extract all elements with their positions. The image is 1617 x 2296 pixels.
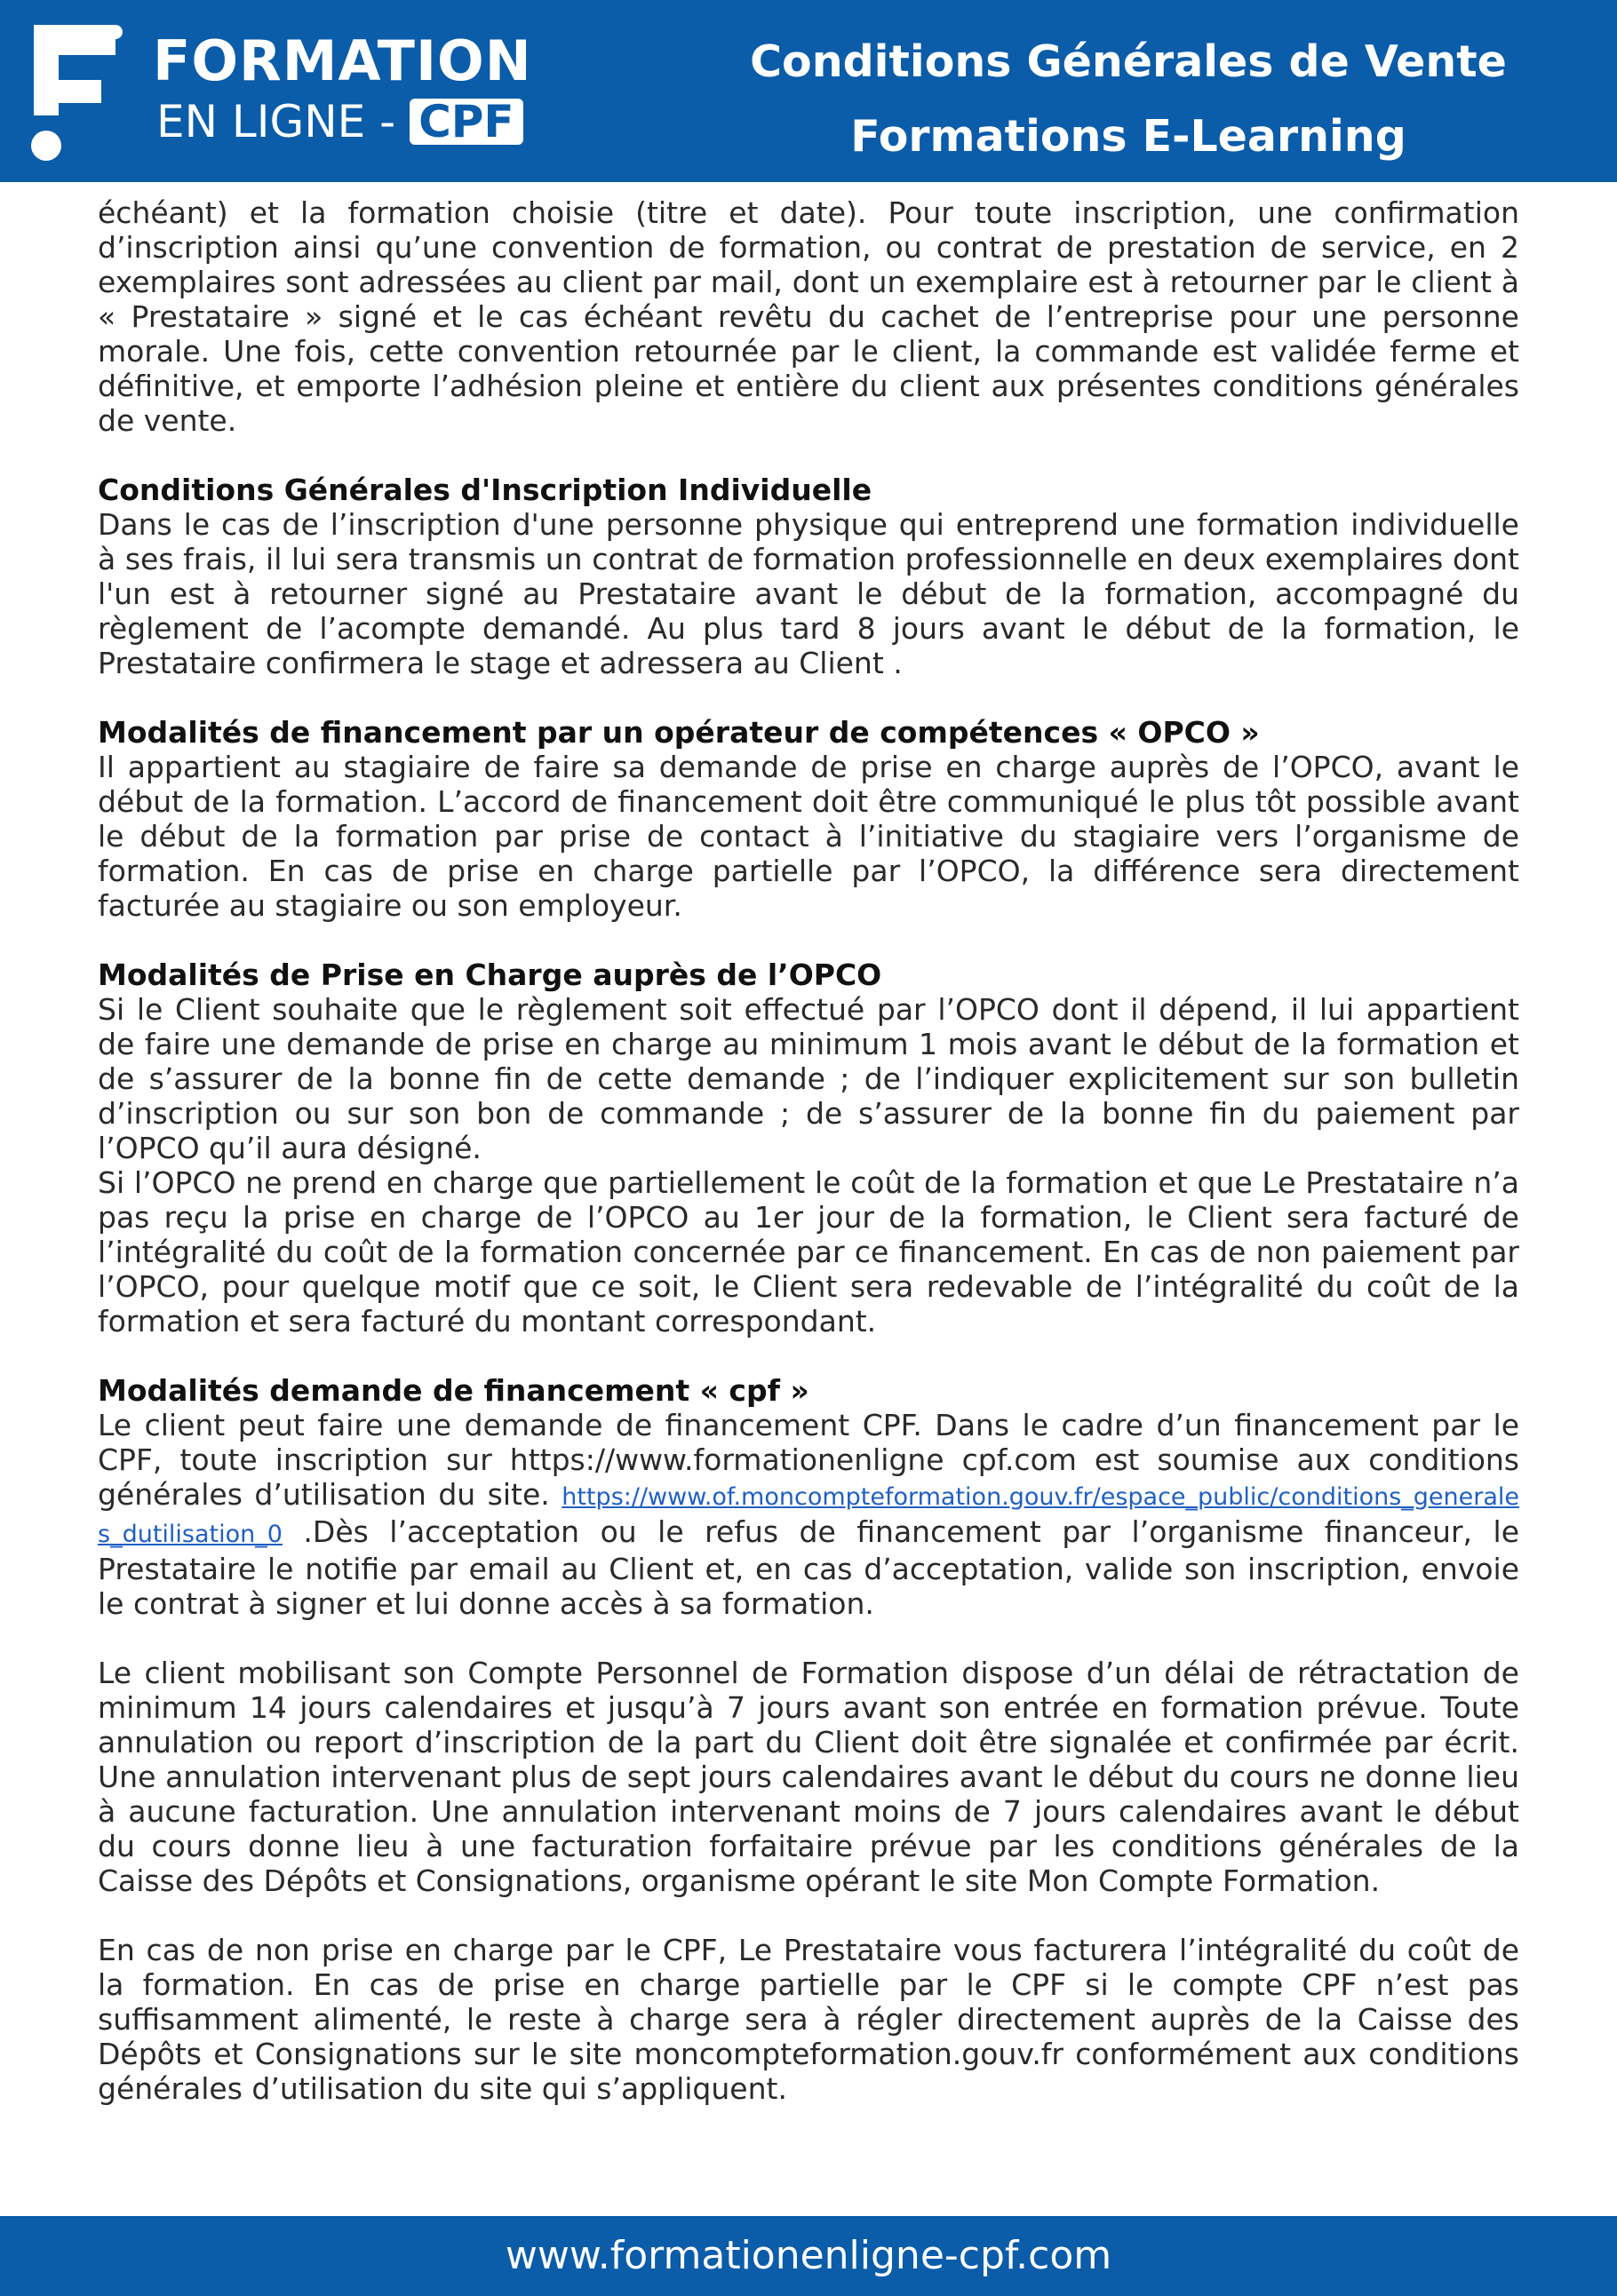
section-heading-opco-financement: Modalités de financement par un opérateur de compétences « OPCO »	[98, 715, 1260, 750]
section-heading-opco-prise-en-charge: Modalités de Prise en Charge auprès de l’OPCO	[98, 957, 882, 992]
section-text-cpf-1	[98, 1408, 1519, 1621]
section-text-opco-prise-en-charge-2: Si l’OPCO ne prend en charge que partiellement le coût de la formation et que Le Prestataire n’a pas reçu la prise en charge de l’OPCO au 1er jour de la formation, le Client sera facturé de l’intégralité du coût de la formation concernée par ce financement. En cas de non paiement par l’OPCO, pour quelque motif que ce soit, le Client sera redevable de l’intégralité du coût de la formation et sera facturé du montant correspondant.	[98, 1165, 1519, 1339]
section-heading-cpf: Modalités demande de financement « cpf »	[98, 1373, 809, 1408]
logo-text-formation: FORMATION	[153, 28, 532, 93]
f-letter-logo-icon	[16, 16, 123, 167]
section-text-inscription: Dans le cas de l’inscription d'une personne physique qui entreprend une formation individuelle à ses frais, il lui sera transmis un contrat de formation professionnelle en deux exemplaires dont l'un est à retourner signé au Prestataire avant le début de la formation, accompagné du règlement de l’acompte demandé. Au plus tard 8 jours avant le début de la formation, le Prestataire confirmera le stage et adressera au Client .	[98, 507, 1519, 680]
section-text-opco-prise-en-charge-1: Si le Client souhaite que le règlement soit effectué par l’OPCO dont il dépend, il lui appartient de faire une demande de prise en charge au minimum 1 mois avant le début de la formation et de s’assurer de la bonne fin de cette demande ; de l’indiquer explicitement sur son bulletin d’inscription ou sur son bon de commande ; de s’assurer de la bonne fin du paiement par l’OPCO qu’il aura désigné.	[98, 992, 1519, 1165]
footer-website-url: www.formationenligne-cpf.com	[505, 2233, 1112, 2278]
page-header	[0, 0, 1617, 182]
page-footer	[0, 2216, 1617, 2296]
document-title	[657, 25, 1599, 174]
section-text-cpf-3: En cas de non prise en charge par le CPF, Le Prestataire vous facturera l’intégralité du coût de la formation. En cas de prise en charge partielle par le CPF si le compte CPF n’est pas suffisamment alimenté, le reste à charge sera à régler directement auprès de la Caisse des Dépôts et Consignations sur le site moncompteformation.gouv.fr conformément aux conditions générales d’utilisation du site qui s’appliquent.	[98, 1933, 1519, 2106]
cgu-moncompteformation-link[interactable]: https://www.of.moncompteformation.gouv.fr/espace_public/conditions_generales_dutilisation_0	[98, 1483, 1519, 1548]
logo-text-en-ligne	[156, 96, 523, 147]
cpf-text-before-link: Le client peut faire une demande de financement CPF. Dans le cadre d’un financement par le CPF, toute inscription sur https://www.formationenligne cpf.com est soumise aux conditions générales d’utilisation du site.	[98, 1408, 1519, 1512]
document-title-line1: Conditions Générales de Vente	[750, 36, 1507, 87]
document-title-line2: Formations E-Learning	[850, 111, 1406, 162]
cpf-text-after-link: .Dès l’acceptation ou le refus de financement par l’organisme financeur, le Prestataire le notifie par email au Client et, en cas d’acceptation, valide son inscription, envoie le contrat à signer et lui donne accès à sa formation.	[98, 1514, 1519, 1621]
intro-paragraph: échéant) et la formation choisie (titre et date). Pour toute inscription, une confirmation d’inscription ainsi qu’une convention de formation, ou contrat de prestation de service, en 2 exemplaires sont adressées au client par mail, dont un exemplaire est à retourner par le client à « Prestataire » signé et le cas échéant revêtu du cachet de l’entreprise pour une personne morale. Une fois, cette convention retournée par le client, la commande est validée ferme et définitive, et emporte l’adhésion pleine et entière du client aux présentes conditions générales de vente.	[98, 195, 1519, 438]
section-heading-inscription: Conditions Générales d'Inscription Individuelle	[98, 473, 872, 507]
logo-cpf-badge: CPF	[410, 99, 523, 145]
section-text-opco-financement: Il appartient au stagiaire de faire sa demande de prise en charge auprès de l’OPCO, avant le début de la formation. L’accord de financement doit être communiqué le plus tôt possible avant le début de la formation par prise de contact à l’initiative du stagiaire vers l’organisme de formation. En cas de prise en charge partielle par l’OPCO, la différence sera directement facturée au stagiaire ou son employeur.	[98, 750, 1519, 923]
document-body	[98, 195, 1519, 2106]
logo-text-en-ligne-label: EN LIGNE -	[156, 96, 396, 147]
section-text-cpf-2: Le client mobilisant son Compte Personnel de Formation dispose d’un délai de rétractation de minimum 14 jours calendaires et jusqu’à 7 jours avant son entrée en formation prévue. Toute annulation ou report d’inscription de la part du Client doit être signalée et confirmée par écrit. Une annulation intervenant plus de sept jours calendaires avant le début du cours ne donne lieu à aucune facturation. Une annulation intervenant moins de 7 jours calendaires avant le début du cours donne lieu à une facturation forfaitaire prévue par les conditions générales de la Caisse des Dépôts et Consignations, organisme opérant le site Mon Compte Formation.	[98, 1656, 1519, 1898]
